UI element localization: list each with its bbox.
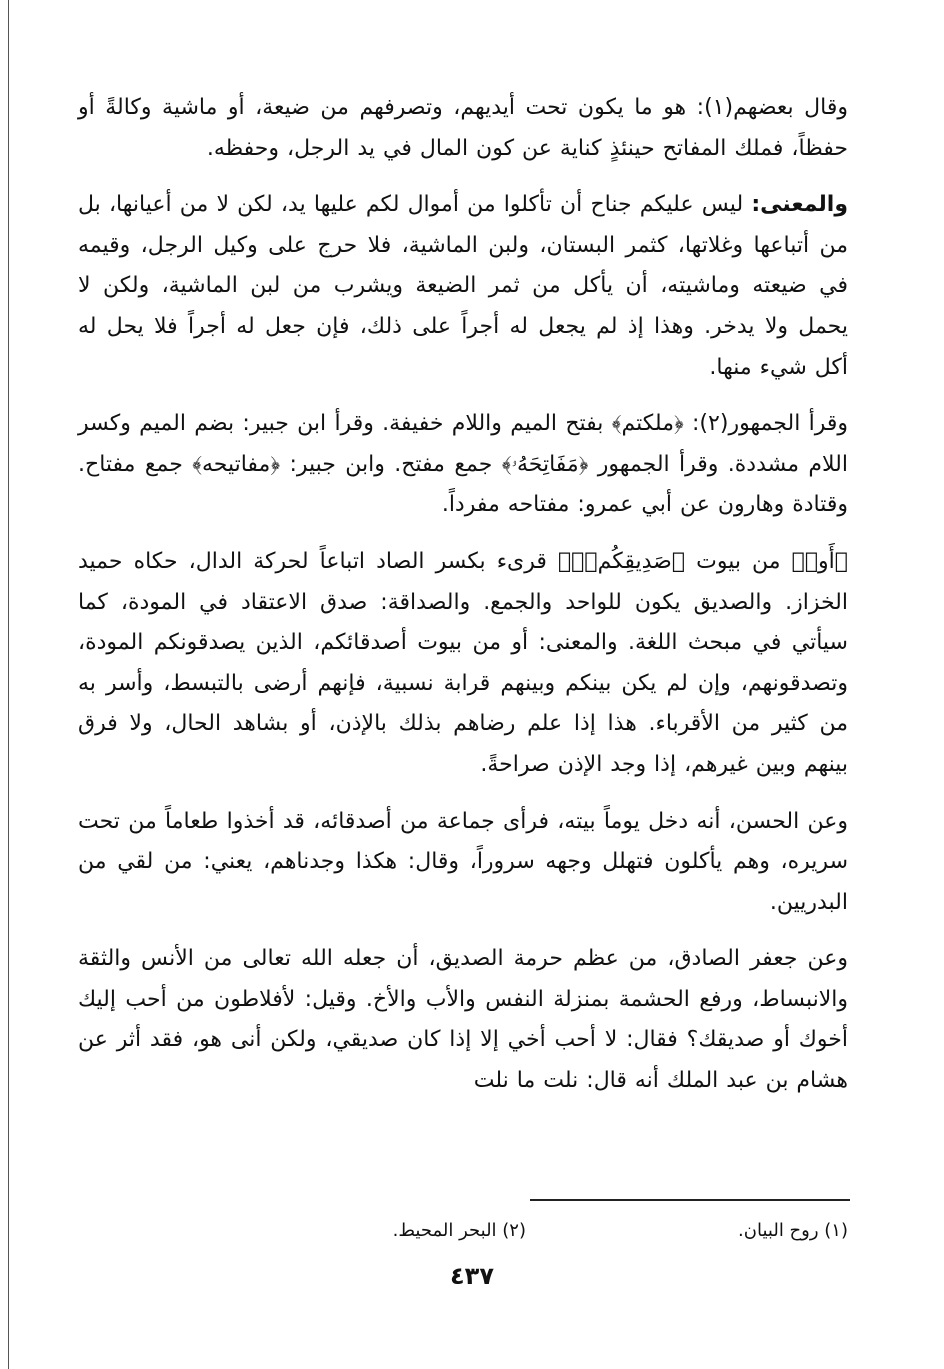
footnote-1: (١) روح البيان. [738,1220,848,1241]
footnote-divider [530,1199,850,1201]
paragraph-4 [78,542,848,786]
page-edge-line [8,0,9,1369]
paragraph-6 [78,939,848,1101]
main-text [78,88,848,1118]
paragraph-3-text: وقرأ الجمهور(٢): ﴿ملكتم﴾ بفتح الميم واللام خفيفة. وقرأ ابن جبير: بضم الميم وكسر اللام مشددة. وقرأ الجمهور ﴿مَفَاتِحَهُۥ﴾ جمع مفتح. وابن جبير: ﴿مفاتيحه﴾ جمع مفتاح. وقتادة وهارون عن أبي عمرو: مفتاحه مفرداً. [78,411,849,518]
page-number: ٤٣٧ [450,1262,494,1290]
paragraph-1 [78,88,848,169]
paragraph-5-text: وعن الحسن، أنه دخل يوماً بيته، فرأى جماعة من أصدقائه، قد أخذوا طعاماً من تحت سريره، وهم يأكلون فتهلل وجهه سروراً، وقال: هكذا وجدناهم، يعني: من لقي من البدريين. [78,808,848,915]
paragraph-5 [78,802,848,924]
paragraph-2-lead: والمعنى: [751,192,848,218]
paragraph-4-text: ﴿أَوۡ﴾ من بيوت ﴿صَدِيقِكُمۡۚ﴾ قرىء بكسر الصاد اتباعاً لحركة الدال، حكاه حميد الخزاز. والصديق يكون للواحد والجمع. والصداقة: صدق الاعتقاد في المودة، كما سيأتي في مبحث اللغة. والمعنى: أو من بيوت أصدقائكم، الذين يصدقونكم المودة، وتصدقونهم، وإن لم يكن بينكم وبينهم قرابة نسبية، فإنهم أرضى بالتبسط، وأسر به من كثير من الأقرباء. هذا إذا علم رضاهم بذلك بالإذن، أو بشاهد الحال، ولا فرق بينهم وبين غيرهم، إذا وجد الإذن صراحةً. [78,548,848,777]
paragraph-3 [78,404,848,526]
paragraph-2 [78,185,848,388]
footnote-2: (٢) البحر المحيط. [392,1220,526,1241]
paragraph-2-text: ليس عليكم جناح أن تأكلوا من أموال لكم عليها يد، لكن لا من أعيانها، بل من أتباعها وغلاتها، كثمر البستان، ولبن الماشية، فلا حرج على وكيل الرجل، وقيمه في ضيعته وماشيته، أن يأكل من ثمر الضيعة ويشرب من لبن الماشية، ولكن لا يحمل ولا يدخر. وهذا إذ لم يجعل له أجراً على ذلك، فإن جعل له أجراً فلا يحل له أكل شيء منها. [78,192,848,380]
paragraph-6-text: وعن جعفر الصادق، من عظم حرمة الصديق، أن جعله الله تعالى من الأنس والثقة والانبساط، ورفع الحشمة بمنزلة النفس والأب والأخ. وقيل: لأفلاطون من أحب إليك أخوك أو صديقك؟ فقال: لا أحب أخي إلا إذا كان صديقي، ولكن أنى هو، فقد أثر عن هشام بن عبد الملك أنه قال: نلت ما نلت [78,946,848,1094]
paragraph-1-text: وقال بعضهم(١): هو ما يكون تحت أيديهم، وتصرفهم من ضيعة، أو ماشية وكالةً أو حفظاً، فملك المفاتح حينئذٍ كناية عن كون المال في يد الرجل، وحفظه. [78,95,848,161]
